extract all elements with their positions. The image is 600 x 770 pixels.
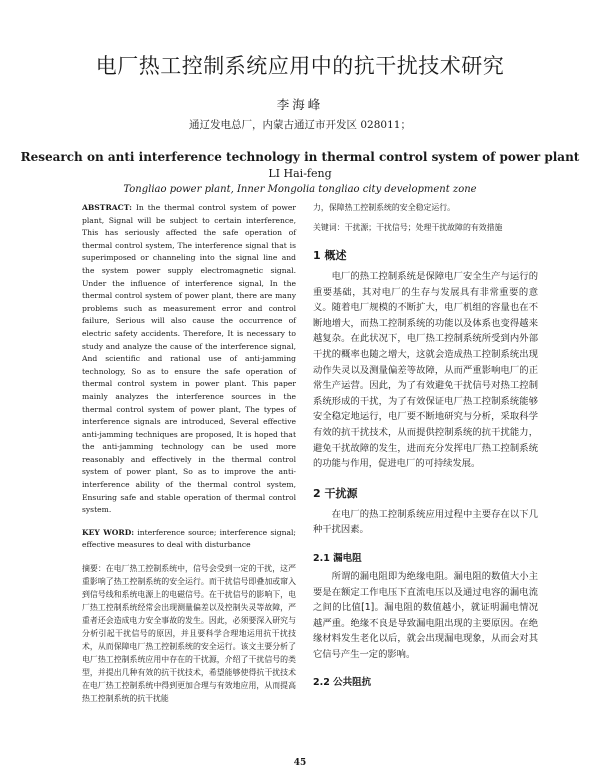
keywords-cn-label: 关键词： <box>313 223 345 232</box>
abstract-en-text: In the thermal control system of power plant, Signal will be subject to certain interference, This has seriously affected the safe operation of thermal control system, The interference signal that is superimposed or channeling into the signal line and the system power supply electromagnetic signal. Under the influence of interference signal, In the thermal control system of power plant, there are many problems such as measurement error and control failure, Serious will also cause the occurrence of electric safety accidents. Therefore, It is necessary to study and analyze the cause of the interference signal, And scientific and rational use of anti-jamming technology, So as to ensure the safe operation of thermal control system in power plant. This paper mainly analyzes the interference sources in the thermal control system of power plant, The types of interference signals are introduced, Several effective anti-jamming techniques are proposed, It is hoped that the anti-jamming technology can be used more reasonably and effectively in the thermal control system of power plant, So as to improve the anti-interference ability of the thermal control system, Ensuring safe and stable operation of thermal control system. <box>82 203 297 515</box>
paper-title-en: Research on anti interference technology in thermal control system of power plant <box>20 150 580 164</box>
keywords-cn-text: 干扰源；干扰信号；处理干扰故障的有效措施 <box>344 223 503 232</box>
section-1-heading: 1 概述 <box>313 249 347 262</box>
author-en: LI Hai-feng <box>268 167 332 180</box>
affiliation-en: Tongliao power plant, Inner Mongolia tongliao city development zone <box>123 184 477 195</box>
abstract-cn <box>82 562 296 705</box>
keywords-en-text: interference source; interference signal; effective measures to deal with disturbance <box>82 527 296 550</box>
section-2-1-paragraph: 所谓的漏电阻即为绝缘电阻。漏电阻的数值大小主要是在额定工作电压下直流电压以及通过电容的漏电流之间的比值[1]。漏电阻的数值越小，就证明漏电情况越严重。绝缘不良是导致漏电阻出现的主要原因。在绝缘材料发生老化以后，就会出现漏电现象，从而会对其它信号产生一定的影响。 <box>313 570 538 660</box>
paper-title-cn: 电厂热工控制系统应用中的抗干扰技术研究 <box>95 54 505 78</box>
page-number: 45 <box>293 758 307 768</box>
right-column <box>313 202 538 693</box>
left-column <box>82 202 296 705</box>
section-2-2-heading: 2.2 公共阻抗 <box>313 677 372 689</box>
abstract-cn-label: 摘要： <box>82 564 106 574</box>
abstract-cn-text: 在电厂热工控制系统中，信号会受到一定的干扰，这严重影响了热工控制系统的安全运行。而干扰信号即叠加或窜入到信号线和系统电源上的电磁信号。在干扰信号的影响下，电厂热工控制系统经常会出现测量偏差以及控制失灵等故障，严重者还会造成电力安全事故的发生。因此，必须要深入研究与分析引起干扰信号的原因，并且要科学合理地运用抗干扰技术，从而保障电厂热工控制系统的安全运行。该文主要分析了电厂热工控制系统应用中存在的干扰源，介绍了干扰信号的类型，并提出几种有效的抗干扰技术，希望能够使得抗干扰技术在电厂热工控制系统中得到更加合理与有效地应用，从而提高热工控制系统的抗干扰能 <box>82 564 296 704</box>
abstract-en-label: ABSTRACT: <box>82 203 132 212</box>
affiliation-cn: 通辽发电总厂，内蒙古通辽市开发区 028011； <box>189 119 411 131</box>
section-2-heading: 2 干扰源 <box>313 486 358 500</box>
author-cn: 李海峰 <box>276 97 324 112</box>
section-2-1-heading: 2.1 漏电阻 <box>313 552 362 564</box>
abstract-en <box>82 202 296 517</box>
section-2-paragraph: 在电厂的热工控制系统应用过程中主要存在以下几种干扰因素。 <box>313 508 538 536</box>
keywords-en <box>82 527 296 552</box>
section-1-paragraph: 电厂的热工控制系统是保障电厂安全生产与运行的重要基础，其对电厂的生存与发展具有非常重要的意义。随着电厂规模的不断扩大，电厂机组的容量也在不断地增大，而热工控制系统的功能以及体系也变得越来越复杂。在此状况下，电厂热工控制系统所受到内外部干扰的概率也随之增大，这就会造成热工控制系统出现动作失灵以及测量偏差等故障，从而严重影响电厂的正常生产运营。因此，为了有效避免干扰信号对热工控制系统形成的干扰，为了有效保证电厂热工控制系统能够安全稳定地运行，电厂要不断地研究与分析，采取科学有效的抗干扰技术，从而提供控制系统的抗干扰能力，避免干扰故障的发生，进而充分发挥电厂热工控制系统的功能与作用，促进电厂的可持续发展。 <box>313 271 538 470</box>
keywords-en-label: KEY WORD: <box>82 527 135 537</box>
keywords-cn <box>313 222 538 234</box>
abstract-cn-continued: 力，保障热工控制系统的安全稳定运行。 <box>313 203 456 212</box>
